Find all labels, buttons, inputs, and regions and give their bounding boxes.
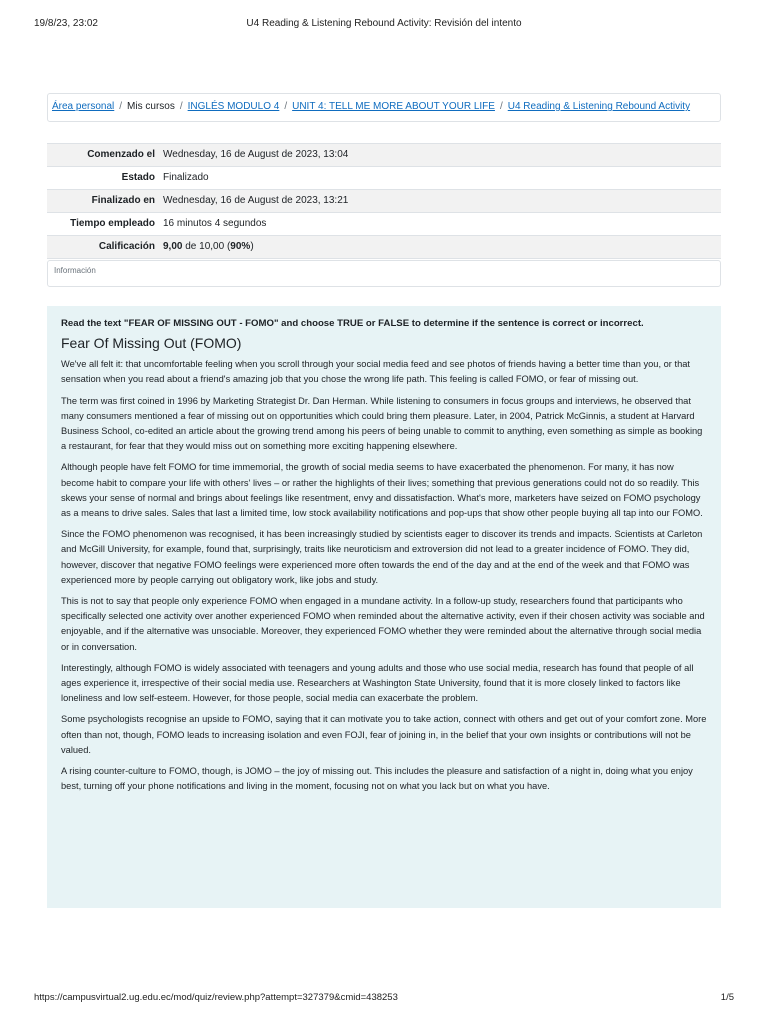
grade-percent: 90%: [230, 241, 251, 252]
reading-paragraph: We've all felt it: that uncomfortable feeling when you scroll through your social media feed and see photos of friends having a better time than you, or that sensation when you read about a friend's amazing job that you chose the wrong life path. This feeling is called FOMO, or fear of missing out.: [61, 359, 690, 385]
table-row: [47, 190, 721, 213]
summary-label-grade: Calificación: [98, 241, 155, 252]
print-date: 19/8/23, 23:02: [34, 18, 98, 29]
summary-value-grade: 9,00 de 10,00 (90%): [163, 241, 254, 252]
breadcrumb-unit[interactable]: UNIT 4: TELL ME MORE ABOUT YOUR LIFE: [292, 101, 495, 112]
reading-paragraph: Although people have felt FOMO for time immemorial, the growth of social media seems to have exacerbated the phenomenon. For many, it has now become habit to compare your life with others' lives – or rather the highlights of their lives; something that previous generations could not do so readily. This skews your sense of normal and brings about feelings like resentment, envy and dissatisfaction. What's more, marketers have seized on FOMO psychology as a means to drive sales. Sales that last a limited time, low stock availability notifications and pop-ups that show other people buying all tap into our FOMO.: [61, 462, 703, 519]
reading-title: Fear Of Missing Out (FOMO): [61, 335, 242, 352]
reading-instruction: Read the text "FEAR OF MISSING OUT - FOMO" and choose TRUE or FALSE to determine if the sentence is correct or incorrect.: [61, 318, 644, 329]
summary-label-finished: Finalizado en: [91, 195, 155, 206]
summary-label-state: Estado: [121, 172, 155, 183]
summary-label-time-taken: Tiempo empleado: [70, 218, 155, 229]
table-row: [47, 213, 721, 236]
breadcrumb-separator: /: [499, 101, 503, 112]
question-text-block: [47, 306, 721, 908]
grade-out-of: de 10,00: [185, 241, 225, 252]
summary-value-finished: Wednesday, 16 de August de 2023, 13:21: [163, 195, 349, 206]
information-label: Información: [54, 266, 96, 275]
print-page-number: 1/5: [720, 992, 734, 1003]
print-title: U4 Reading & Listening Rebound Activity: Revisión del intento: [246, 18, 522, 29]
breadcrumb-separator: /: [119, 101, 123, 112]
table-row: [47, 144, 721, 167]
reading-paragraph: A rising counter-culture to FOMO, though, is JOMO – the joy of missing out. This includes the pleasure and satisfaction of a night in, doing what you enjoy best, turning off your phone notifications and living in the moment, focusing not on what you lack but on what you have.: [61, 766, 693, 792]
reading-paragraph: Some psychologists recognise an upside to FOMO, saying that it can motivate you to take action, connect with others and get out of your comfort zone. More often than not, though, FOMO leads to increasing isolation and even FOJI, fear of joining in, in the belief that your own insights or contributions will not be valued.: [61, 714, 707, 755]
information-block: [47, 260, 721, 287]
summary-label-started: Comenzado el: [87, 149, 155, 160]
attempt-summary-table: [47, 143, 721, 259]
reading-paragraph: Interestingly, although FOMO is widely associated with teenagers and young adults and those who use social media, research has found that people of all ages experience it, irrespective of their social media use. Researchers at Washington State University, found that it is more closely linked to factors like loneliness and low self-esteem. However, for those people, social media can exacerbate the problem.: [61, 662, 694, 704]
summary-value-time-taken: 16 minutos 4 segundos: [163, 218, 267, 229]
breadcrumb-separator: /: [179, 101, 183, 112]
print-header: [34, 18, 734, 32]
breadcrumb-activity[interactable]: U4 Reading & Listening Rebound Activity: [507, 101, 691, 112]
breadcrumb: [47, 93, 721, 122]
breadcrumb-separator: /: [284, 101, 288, 112]
breadcrumb-area-personal[interactable]: Área personal: [52, 101, 115, 112]
summary-value-started: Wednesday, 16 de August de 2023, 13:04: [163, 149, 349, 160]
print-url: https://campusvirtual2.ug.edu.ec/mod/quiz/review.php?attempt=327379&cmid=438253: [34, 992, 398, 1003]
reading-paragraph: This is not to say that people only experience FOMO when engaged in a mundane activity. In a follow-up study, researchers found that participants who specifically selected one activity over another experienced FOMO when reminded about the alternative activity, even if their chosen activity was sociable and enjoyable, and if the alternative was unsociable. Moreover, they experienced FOMO whether they were reminded about the alternative through social media or in conversation.: [61, 596, 705, 652]
print-footer: [34, 992, 734, 1006]
breadcrumb-course[interactable]: INGLÉS MODULO 4: [187, 101, 280, 112]
grade-score: 9,00: [163, 241, 183, 252]
breadcrumb-mis-cursos: Mis cursos: [127, 101, 175, 112]
summary-value-state: Finalizado: [163, 172, 209, 183]
reading-paragraph: The term was first coined in 1996 by Marketing Strategist Dr. Dan Herman. While listening to consumers in focus groups and interviews, he observed that many consumers mentioned a fear of missing out on opportunities which could bring them pleasure. Later, in 2004, Patrick McGinnis, a student at Harvard Business School, co-edited an article about the growing trend among his peers of being unable to commit to anything, even something as simple as booking a restaurant, for fear that they would miss out on something more exciting happening elsewhere.: [61, 395, 703, 452]
reading-paragraph: Since the FOMO phenomenon was recognised, it has been increasingly studied by scientists eager to discover its trends and impacts. Scientists at Carleton and McGill University, for example, found that, surprisingly, traits like neuroticism and extroversion did not lead to a greater incidence of FOMO. They did, however, discover that negative FOMO feelings were experienced more often towards the end of the day and at the end of the week and that FOMO was experienced more by people carrying out obligatory work, like jobs and study.: [61, 529, 703, 585]
table-row: [47, 236, 721, 259]
table-row: [47, 167, 721, 190]
